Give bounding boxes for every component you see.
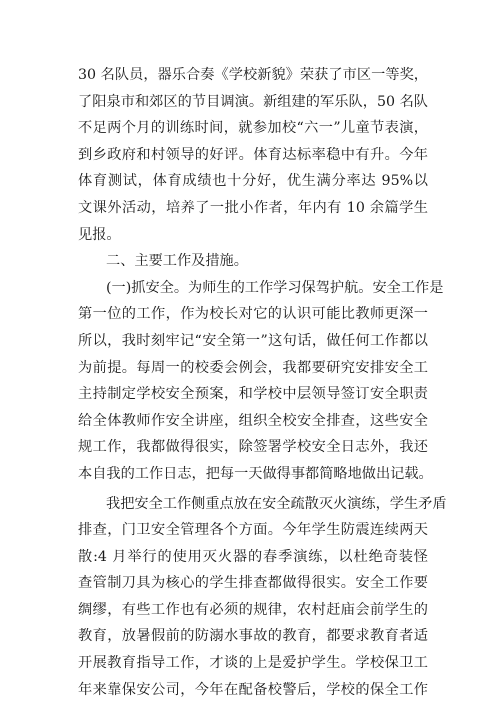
text-line: 规工作，我都做得很实，除签署学校安全日志外，我还	[78, 439, 428, 456]
text-line: 给全体教师作安全讲座，组织全校安全排查，这些安全	[78, 412, 428, 429]
text-line: 体育测试，体育成绩也十分好，优生满分率达 95%以	[78, 173, 428, 190]
text-line: 不足两个月的训练时间，就参加校“六一”儿童节表演，	[78, 120, 428, 137]
text-line: 年来靠保安公司，今年在配备校警后，学校的保全工作	[78, 681, 428, 698]
section-heading: 二、主要工作及措施。	[106, 253, 248, 270]
text-line: 散:4 月举行的使用灭火器的春季演练，以杜绝奇装怪	[78, 548, 428, 565]
text-line: 第一位的工作，作为校长对它的认识可能比教师更深一	[78, 306, 428, 323]
text-line: 了阳泉市和郊区的节目调演。新组建的军乐队，50 名队	[78, 93, 428, 110]
text-line: 本自我的工作日志，把每一天做得事都简略地做出记载。	[78, 465, 433, 482]
text-line: 所以，我时刻牢记“安全第一”这句话，做任何工作都以	[78, 332, 428, 349]
text-line: 为前提。每周一的校委会例会，我都要研究安排安全工	[78, 359, 428, 376]
text-line: 我把安全工作侧重点放在安全疏散灭火演练，学生矛盾	[106, 495, 447, 512]
text-line: 查管制刀具为核心的学生排查都做得很实。安全工作要	[78, 575, 428, 592]
document-body	[78, 62, 447, 703]
text-line: 到乡政府和村领导的好评。体育达标率稳中有升。今年	[78, 146, 428, 163]
text-line: 绸缪，有些工作也有必须的规律，农村赶庙会前学生的	[78, 601, 428, 618]
text-line: (一)抓安全。为师生的工作学习保驾护航。安全工作是	[106, 279, 444, 296]
text-line: 30 名队员，器乐合奏《学校新貌》荣获了市区一等奖，	[78, 67, 428, 83]
text-line: 开展教育指导工作，才谈的上是爱护学生。学校保卫工	[78, 655, 428, 672]
text-line: 教育，放暑假前的防溺水事故的教育，都要求教育者适	[78, 628, 428, 645]
text-line: 见报。	[78, 226, 121, 243]
text-line: 文课外活动，培养了一批小作者，年内有 10 余篇学生	[78, 199, 428, 216]
text-line: 主持制定学校安全预案，和学校中层领导签订安全职责	[78, 386, 428, 403]
text-line: 排查，门卫安全管理各个方面。今年学生防震连续两天	[78, 522, 428, 539]
